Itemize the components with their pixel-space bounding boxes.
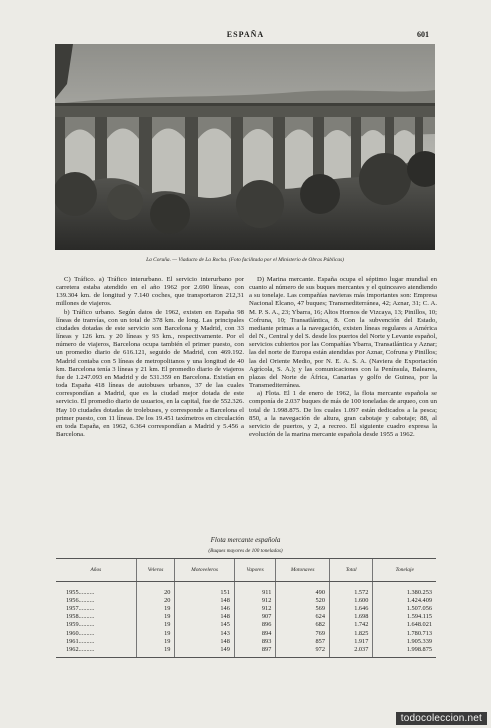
table-cell: 1962.......... [56, 645, 136, 657]
table-cell: 769 [276, 629, 330, 637]
table-cell: 1.594.115 [373, 613, 436, 621]
table-cell: 896 [234, 621, 276, 629]
table-cell: 19 [136, 621, 175, 629]
table-cell: 1.380.253 [373, 582, 436, 597]
table-row [56, 637, 436, 645]
table-cell: 148 [175, 637, 234, 645]
table-cell: 911 [234, 582, 276, 597]
table-cell: 894 [234, 629, 276, 637]
watermark: todocoleccion.net [396, 712, 487, 725]
paragraph-trafico-interurbano: C) Tráfico. a) Tráfico interurbano. El servicio interurbano por carretera estaba atendido en el año 1962 por 2.690 líneas, con 139.304 km. de longitud y 7.140 coches, que transportaron 212,31 millones de viajeros. [56, 276, 244, 308]
table-cell: 1.600 [329, 596, 372, 604]
table-cell: 1.572 [329, 582, 372, 597]
viaduct-photo [55, 44, 435, 250]
table-cell: 1.424.409 [373, 596, 436, 604]
table-cell: 490 [276, 582, 330, 597]
table-cell: 1.917 [329, 637, 372, 645]
viaduct-illustration [55, 44, 435, 250]
table-cell: 624 [276, 613, 330, 621]
table-cell: 20 [136, 582, 175, 597]
right-text-column [249, 276, 437, 439]
table-cell: 1956.......... [66, 596, 95, 604]
table-row [56, 621, 436, 629]
paragraph-marina-mercante: D) Marina mercante. España ocupa el séptimo lugar mundial en cuanto al número de sus buques mercantes y el quinceavo atendiendo a su tonelaje. Las compañías navieras más importantes son: Empresa Nacional Elcano, 47 buques; Transmediterránea, 42; Aznar, 31; C. A. M. P. S. A., 23; Ybarra, 16; Altos Hornos de Vizcaya, 13; Pinillos, 10; Cofruna, 10; Transatlántica, 8. Con la subvención del Estado, mediante primas a la navegación, existen líneas regulares a América del N., Central y del S. desde los puertos del Norte y Levante español, servicios cubiertos por las Compañías Ybarra, Transatlántica y Aznar; las del norte de Europa están atendidas por Aznar, Cofruna y Pinillos; las del Oriente Medio, por N. E. A. S. A. (Naviera de Exportación Agrícola, S. A.); y las comunicaciones con la Península, Baleares, plazas del Norte de África, Canarias y golfo de Guinea, por la Transmediterránea. [249, 276, 437, 390]
table-cell: 897 [234, 645, 276, 657]
table-cell: 912 [234, 596, 276, 604]
table-cell: 19 [136, 645, 175, 657]
table-row [56, 645, 436, 657]
fleet-table [56, 558, 436, 658]
table-cell: 1.646 [329, 604, 372, 612]
table-cell: 1.742 [329, 621, 372, 629]
table-subtitle: (Buques mayores de 100 toneladas) [208, 548, 283, 554]
table-cell: 148 [175, 613, 234, 621]
table-cell: 907 [234, 613, 276, 621]
table-cell: 145 [175, 621, 234, 629]
table-cell: 143 [175, 629, 234, 637]
table-row [56, 613, 436, 621]
table-cell: 1.998.875 [373, 645, 436, 657]
table-cell: 1.648.021 [373, 621, 436, 629]
table-cell: 19 [136, 637, 175, 645]
paragraph-flota: a) Flota. El 1 de enero de 1962, la flota mercante española se componía de 2.037 buques de más de 100 toneladas de arqueo, con un total de 1.998.875. De los cuales 1.097 están dedicados a la pesca; 850, a la navegación de altura, gran cabotaje y cabotaje; 88, al servicio de puertos, y 2, a recreo. El siguiente cuadro expresa la evolución de la marina mercante española desde 1955 a 1962. [249, 390, 437, 438]
table-cell: 1.698 [329, 613, 372, 621]
paragraph-trafico-urbano: b) Tráfico urbano. Según datos de 1962, existen en España 98 líneas de tranvías, con un total de 378 km. de long. Las principales ciudades dotadas de este servicio son Barcelona y Madrid, con 33 líneas y 126 km. y 20 líneas y 93 km., respectivamente. Por el número de viajeros, Barcelona ocupa también el primer puesto, con un promedio diario de 616.121, seguido de Madrid, con 469.192. Madrid contaba con 5 líneas de metropolitanos y una longitud de 40 km. Barcelona tenía 3 líneas y 21 km. El promedio diario de viajeros fue de 1.247.093 en Madrid y de 531.359 en Barcelona. Existían en toda España 418 líneas de autobuses urbanos, 37 de las cuales correspondían a Madrid, que es la ciudad mejor dotada de este servicio. El promedio diario de usuarios, en la capital, fue de 552.326. Hay 10 ciudades dotadas de trolebuses, y corresponde a Barcelona el primer puesto, con 11 líneas. De los 19.451 taxímetros en circulación en toda España, en 1962, 6.364 correspondían a Madrid y 5.456 a Barcelona. [56, 308, 244, 438]
table-row [56, 604, 436, 612]
table-cell: 1.905.339 [373, 637, 436, 645]
table-cell: 1.507.056 [373, 604, 436, 612]
running-header: ESPAÑA [226, 30, 265, 39]
table-cell: 19 [136, 604, 175, 612]
table-cell: 1.825 [329, 629, 372, 637]
table-cell: 1957.......... [66, 604, 95, 612]
table-cell: 893 [234, 637, 276, 645]
column-header: Tonelaje [373, 559, 436, 582]
table-cell: 19 [136, 629, 175, 637]
table-cell: 569 [276, 604, 330, 612]
table-cell: 1958.......... [66, 613, 95, 621]
table-cell: 20 [136, 596, 175, 604]
table-cell: 1959.......... [66, 621, 95, 629]
column-header: Veleros [136, 559, 175, 582]
table-row [56, 629, 436, 637]
table-cell: 1961.......... [66, 637, 95, 645]
table-cell: 149 [175, 645, 234, 657]
table-cell: 857 [276, 637, 330, 645]
table-cell: 148 [175, 596, 234, 604]
table-cell: 19 [136, 613, 175, 621]
table-cell: 1955.......... [66, 588, 95, 596]
table-cell: 1.780.713 [373, 629, 436, 637]
table-cell: 682 [276, 621, 330, 629]
table-cell: 151 [175, 582, 234, 597]
table-row [56, 596, 436, 604]
column-header: Motonaves [276, 559, 330, 582]
table-cell: 146 [175, 604, 234, 612]
table-cell: 912 [234, 604, 276, 612]
table-header-row [56, 559, 436, 582]
table-cell: 972 [276, 645, 330, 657]
table-cell: 2.037 [329, 645, 372, 657]
table-cell: 1960.......... [66, 629, 95, 637]
table-cell: 520 [276, 596, 330, 604]
page-number: 601 [417, 30, 429, 39]
column-header: Total [329, 559, 372, 582]
column-header: Vapores [234, 559, 276, 582]
column-header: Motoveleros [175, 559, 234, 582]
table-title: Flota mercante española [210, 536, 281, 544]
table-row [56, 582, 436, 597]
column-header: Años [56, 559, 136, 582]
photo-caption: La Coruña. — Viaducto de La Rocha. (Foto facilitada por el Ministerio de Obras Públicas) [146, 257, 344, 263]
left-text-column [56, 276, 244, 439]
